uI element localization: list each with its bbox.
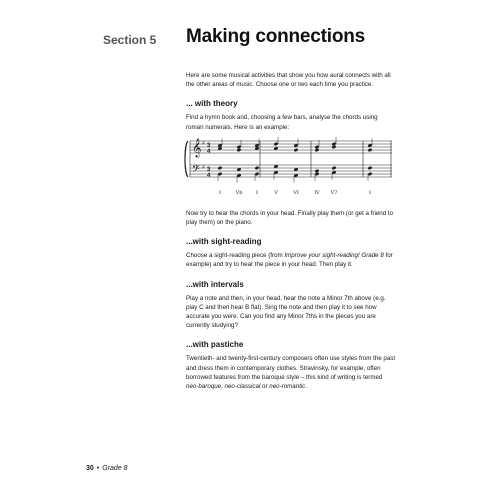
time-signature-icon: 3 (207, 166, 211, 173)
chord-label: V7 (330, 189, 338, 196)
notehead (368, 166, 373, 170)
theory-after-paragraph: Now try to hear the chords in your head. Finally play them (or get a friend to play them) on the piano. (186, 209, 394, 227)
notehead (294, 148, 299, 152)
theory-heading: ... with theory (186, 99, 238, 109)
main-content (186, 71, 396, 401)
grade-label: Grade 8 (102, 465, 128, 472)
pastiche-text: or (260, 383, 270, 391)
sight-reading-heading: ...with sight-reading (186, 237, 262, 247)
footer-separator: • (96, 465, 100, 472)
notehead (218, 166, 223, 170)
notehead (332, 166, 337, 170)
chord-label: VI (293, 189, 299, 196)
music-example (180, 135, 396, 199)
grand-staff (180, 135, 396, 199)
section-label: Section 5 (103, 33, 157, 47)
pastiche-text: , (221, 383, 225, 391)
bass-clef-icon: 𝄢 (192, 162, 200, 177)
chord-label: I (219, 189, 221, 196)
notehead (255, 166, 260, 170)
pastiche-paragraph (186, 354, 396, 391)
pastiche-text: . (305, 383, 308, 391)
page-footer (86, 465, 128, 472)
brace (185, 141, 188, 177)
chord-label: I (256, 189, 258, 196)
page-title: Making connections (186, 26, 366, 47)
notehead (332, 145, 337, 149)
chord-labels (219, 190, 371, 196)
notehead (315, 145, 320, 149)
barlines (260, 141, 391, 177)
notehead (315, 148, 320, 152)
intervals-heading: ...with intervals (186, 279, 244, 289)
book-title: Improve your sight-reading! Grade 8 (284, 252, 384, 260)
notehead (315, 172, 320, 176)
chord-label: Vb (235, 189, 243, 196)
term: neo-baroque (186, 383, 222, 391)
term: neo-classical (224, 383, 261, 391)
chord-label: I (369, 189, 371, 196)
notehead (332, 142, 337, 146)
intervals-paragraph: Play a note and then, in your head, hear the note a Minor 7th above (e.g. play C and then hear B flat). Sing the note and then play it to see how accurate you were. Can you find any Minor 7ths in the pieces you are currently studying? (186, 294, 386, 330)
sight-reading-text: for example) and try to hear the piece in your head. Then play it. (186, 252, 393, 269)
time-signature-icon: 4 (207, 148, 211, 155)
pastiche-text: Twentieth- and twenty-first-century composers often use styles from the past and dress them in contemporary clothes. Stravinsky, for example, often borrowed features from the baroque style – this kind of writing is termed (186, 355, 396, 381)
sharp-icon: ♯ (202, 163, 205, 171)
theory-paragraph: Find a hymn book and, choosing a few bars, analyse the chords using roman numerals. Here is an example: (186, 114, 378, 131)
notehead (255, 172, 260, 176)
notehead (237, 148, 242, 152)
pastiche-heading: ...with pastiche (186, 340, 244, 350)
notehead (368, 148, 373, 152)
intro-paragraph: Here are some musical activities that show you how aural connects with all the other areas of music. Choose one or two each time you practice. (186, 72, 391, 89)
sight-reading-text: Choose a sight-reading piece (from (186, 252, 285, 260)
page-number: 30 (86, 465, 94, 472)
notehead (315, 169, 320, 173)
time-signature-icon: 4 (207, 172, 211, 179)
chord-label: V (274, 189, 278, 196)
notehead (274, 142, 279, 146)
time-signature-icon: 3 (207, 142, 211, 149)
sharp-icon: ♯ (202, 139, 205, 147)
notehead (218, 172, 223, 176)
treble-clef-icon: 𝄞 (192, 137, 202, 157)
term: neo-romantic (269, 383, 306, 391)
notehead (237, 145, 242, 149)
chord-label: IV (314, 189, 320, 196)
treble-staff (190, 141, 392, 153)
sight-reading-paragraph (186, 251, 396, 269)
notehead (368, 172, 373, 176)
